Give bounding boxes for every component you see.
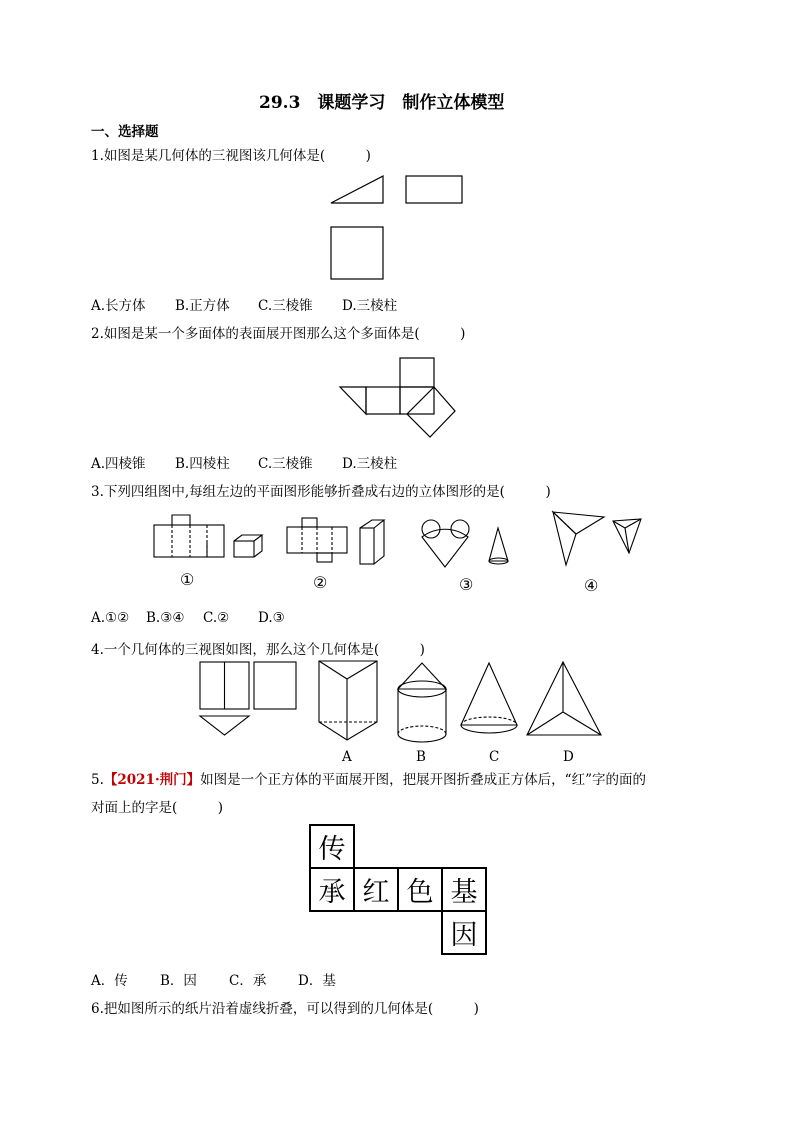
q4-label-c: C [489, 749, 500, 765]
q5-cell-hong: 红 [362, 876, 390, 908]
q2-option-b[interactable]: B.四棱柱 [175, 456, 230, 472]
q3-label-4: ④ [584, 576, 599, 595]
q1-option-b[interactable]: B.正方体 [175, 298, 230, 314]
section-heading: 一、选择题 [91, 124, 159, 140]
q4-label-a: A [342, 749, 352, 765]
q3-label-1: ① [180, 570, 195, 589]
q2-option-d[interactable]: D.三棱柱 [342, 456, 398, 472]
q5-cell-yin: 因 [450, 919, 478, 951]
q1-option-c[interactable]: C.三棱锥 [258, 298, 313, 314]
q5-option-a[interactable]: A．传 [91, 973, 128, 989]
q3-option-c[interactable]: C.② [203, 610, 230, 626]
question-2-stem: 2.如图是某一个多面体的表面展开图那么这个多面体是( ) [91, 326, 466, 342]
q2-option-c[interactable]: C.三棱锥 [258, 456, 313, 472]
q3-label-2: ② [313, 573, 328, 592]
q3-option-b[interactable]: B.③④ [146, 610, 185, 626]
q1-option-d[interactable]: D.三棱柱 [342, 298, 398, 314]
q5-cell-ji: 基 [450, 876, 478, 908]
q3-option-d[interactable]: D.③ [258, 610, 285, 626]
q3-option-a[interactable]: A.①② [91, 610, 130, 626]
question-6-stem: 6.把如图所示的纸片沿着虚线折叠，可以得到的几何体是( ) [91, 1001, 479, 1017]
q5-source-tag: 【2021·荆门】 [103, 772, 201, 788]
q5-option-c[interactable]: C．承 [229, 973, 267, 989]
q5-cell-chuan: 传 [318, 833, 346, 865]
q3-label-3: ③ [459, 575, 474, 594]
question-3-stem: 3.下列四组图中,每组左边的平面图形能够折叠成右边的立体图形的是( ) [91, 484, 551, 500]
question-5-stem-line-2: 对面上的字是( ) [91, 800, 224, 816]
q5-cell-se: 色 [406, 876, 434, 908]
q5-cell-cheng: 承 [318, 876, 346, 908]
page-title: 29.3 课题学习 制作立体模型 [259, 93, 505, 113]
question-5-stem-line-1: 5.【2021·荆门】如图是一个正方体的平面展开图，把展开图折叠成正方体后，“红”字的面的 [91, 772, 646, 788]
q5-option-b[interactable]: B．因 [160, 973, 197, 989]
question-1-stem: 1.如图是某几何体的三视图该几何体是( ) [91, 148, 371, 164]
question-4-stem: 4.一个几何体的三视图如图，那么这个几何体是( ) [91, 642, 425, 658]
q5-option-d[interactable]: D．基 [298, 973, 336, 989]
q4-label-d: D [563, 749, 574, 765]
q2-option-a[interactable]: A.四棱锥 [91, 456, 146, 472]
q1-option-a[interactable]: A.长方体 [91, 298, 146, 314]
q4-label-b: B [416, 749, 426, 765]
